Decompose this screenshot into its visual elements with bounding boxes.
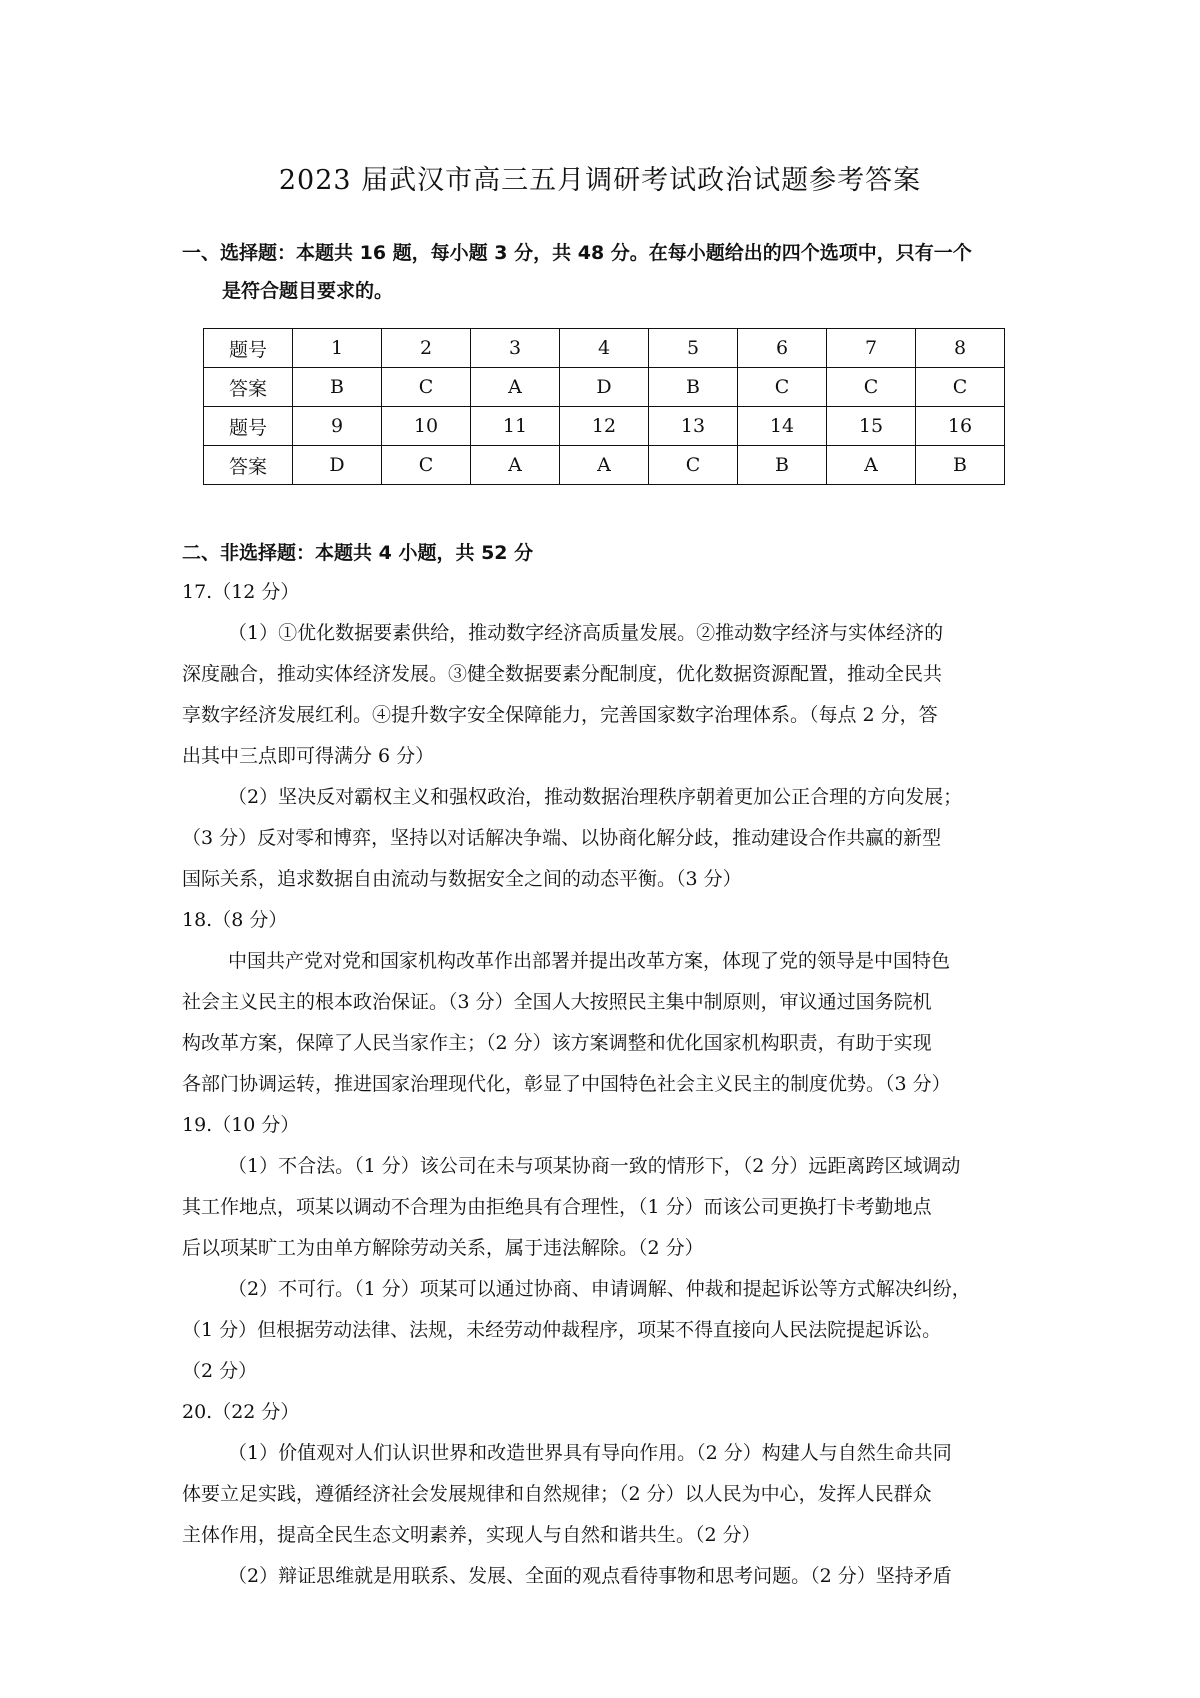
page-title: 2023 届武汉市高三五月调研考试政治试题参考答案 [278,165,922,196]
table-cell: C [382,368,471,407]
section2-heading: 二、非选择题：本题共 4 小题，共 52 分 [182,542,534,564]
row-label: 题号 [204,407,293,446]
table-cell: 8 [916,329,1005,368]
answer-line: 社会主义民主的根本政治保证。（3 分）全国人大按照民主集中制原则，审议通过国务院机 [182,991,932,1013]
table-row [204,368,1005,407]
answer-line: 深度融合，推动实体经济发展。③健全数据要素分配制度，优化数据资源配置，推动全民共 [182,663,943,685]
answer-line: （1）价值观对人们认识世界和改造世界具有导向作用。（2 分）构建人与自然生命共同 [228,1442,952,1464]
answer-line: 后以项某旷工为由单方解除劳动关系，属于违法解除。（2 分） [182,1237,704,1259]
table-row [204,407,1005,446]
table-cell: A [827,446,916,485]
row-label: 答案 [204,446,293,485]
table-cell: 9 [293,407,382,446]
answer-line: 国际关系，追求数据自由流动与数据安全之间的动态平衡。（3 分） [182,868,742,890]
answer-line: （3 分）反对零和博弈，坚持以对话解决争端、以协商化解分歧，推动建设合作共赢的新型 [182,827,942,849]
section1-heading: 一、选择题：本题共 16 题，每小题 3 分，共 48 分。在每小题给出的四个选项中，只有一个 [182,242,972,264]
answer-line: 各部门协调运转，推进国家治理现代化，彰显了中国特色社会主义民主的制度优势。（3 分） [182,1073,951,1095]
section1-heading-cont: 是符合题目要求的。 [222,280,394,302]
answer-line: 享数字经济发展红利。④提升数字安全保障能力，完善国家数字治理体系。（每点 2 分，答 [182,704,938,726]
table-cell: 15 [827,407,916,446]
table-cell: C [382,446,471,485]
answer-line: （1）不合法。（1 分）该公司在未与项某协商一致的情形下，（2 分）远距离跨区域调动 [228,1155,961,1177]
answer-line: 其工作地点，项某以调动不合理为由拒绝具有合理性，（1 分）而该公司更换打卡考勤地点 [182,1196,932,1218]
table-cell: 4 [560,329,649,368]
table-cell: 6 [738,329,827,368]
answer-line: （1）①优化数据要素供给，推动数字经济高质量发展。②推动数字经济与实体经济的 [228,622,944,644]
table-cell: A [471,368,560,407]
table-cell: 10 [382,407,471,446]
table-cell: 14 [738,407,827,446]
question-20-header: 20.（22 分） [182,1401,300,1423]
table-cell: B [916,446,1005,485]
table-cell: 5 [649,329,738,368]
table-cell: B [649,368,738,407]
table-row [204,329,1005,368]
table-cell: 12 [560,407,649,446]
answer-line: 主体作用，提高全民生态文明素养，实现人与自然和谐共生。（2 分） [182,1524,761,1546]
answer-line: （2）不可行。（1 分）项某可以通过协商、申请调解、仲裁和提起诉讼等方式解决纠纷， [228,1278,971,1300]
table-row [204,446,1005,485]
table-cell: 13 [649,407,738,446]
answer-line: 构改革方案，保障了人民当家作主；（2 分）该方案调整和优化国家机构职责，有助于实现 [182,1032,932,1054]
question-17-header: 17.（12 分） [182,581,300,603]
answer-line: （2）辩证思维就是用联系、发展、全面的观点看待事物和思考问题。（2 分）坚持矛盾 [228,1565,952,1587]
answer-line: 中国共产党对党和国家机构改革作出部署并提出改革方案，体现了党的领导是中国特色 [228,950,951,972]
table-cell: C [916,368,1005,407]
table-cell: 3 [471,329,560,368]
table-cell: C [827,368,916,407]
row-label: 答案 [204,368,293,407]
table-cell: 1 [293,329,382,368]
answer-line: 出其中三点即可得满分 6 分） [182,745,435,767]
answer-line: 体要立足实践，遵循经济社会发展规律和自然规律；（2 分）以人民为中心，发挥人民群众 [182,1483,932,1505]
table-cell: 7 [827,329,916,368]
table-cell: 2 [382,329,471,368]
table-cell: B [293,368,382,407]
table-cell: 11 [471,407,560,446]
answer-line: （1 分）但根据劳动法律、法规，未经劳动仲裁程序，项某不得直接向人民法院提起诉讼。 [182,1319,942,1341]
table-cell: D [560,368,649,407]
answer-line: （2）坚决反对霸权主义和强权政治，推动数据治理秩序朝着更加公正合理的方向发展； [228,786,963,808]
answer-table [203,328,1005,485]
table-cell: A [471,446,560,485]
row-label: 题号 [204,329,293,368]
table-cell: C [738,368,827,407]
table-cell: 16 [916,407,1005,446]
question-19-header: 19.（10 分） [182,1114,300,1136]
answer-line: （2 分） [182,1360,258,1382]
table-cell: B [738,446,827,485]
table-cell: D [293,446,382,485]
table-cell: C [649,446,738,485]
table-cell: A [560,446,649,485]
question-18-header: 18.（8 分） [182,909,288,931]
